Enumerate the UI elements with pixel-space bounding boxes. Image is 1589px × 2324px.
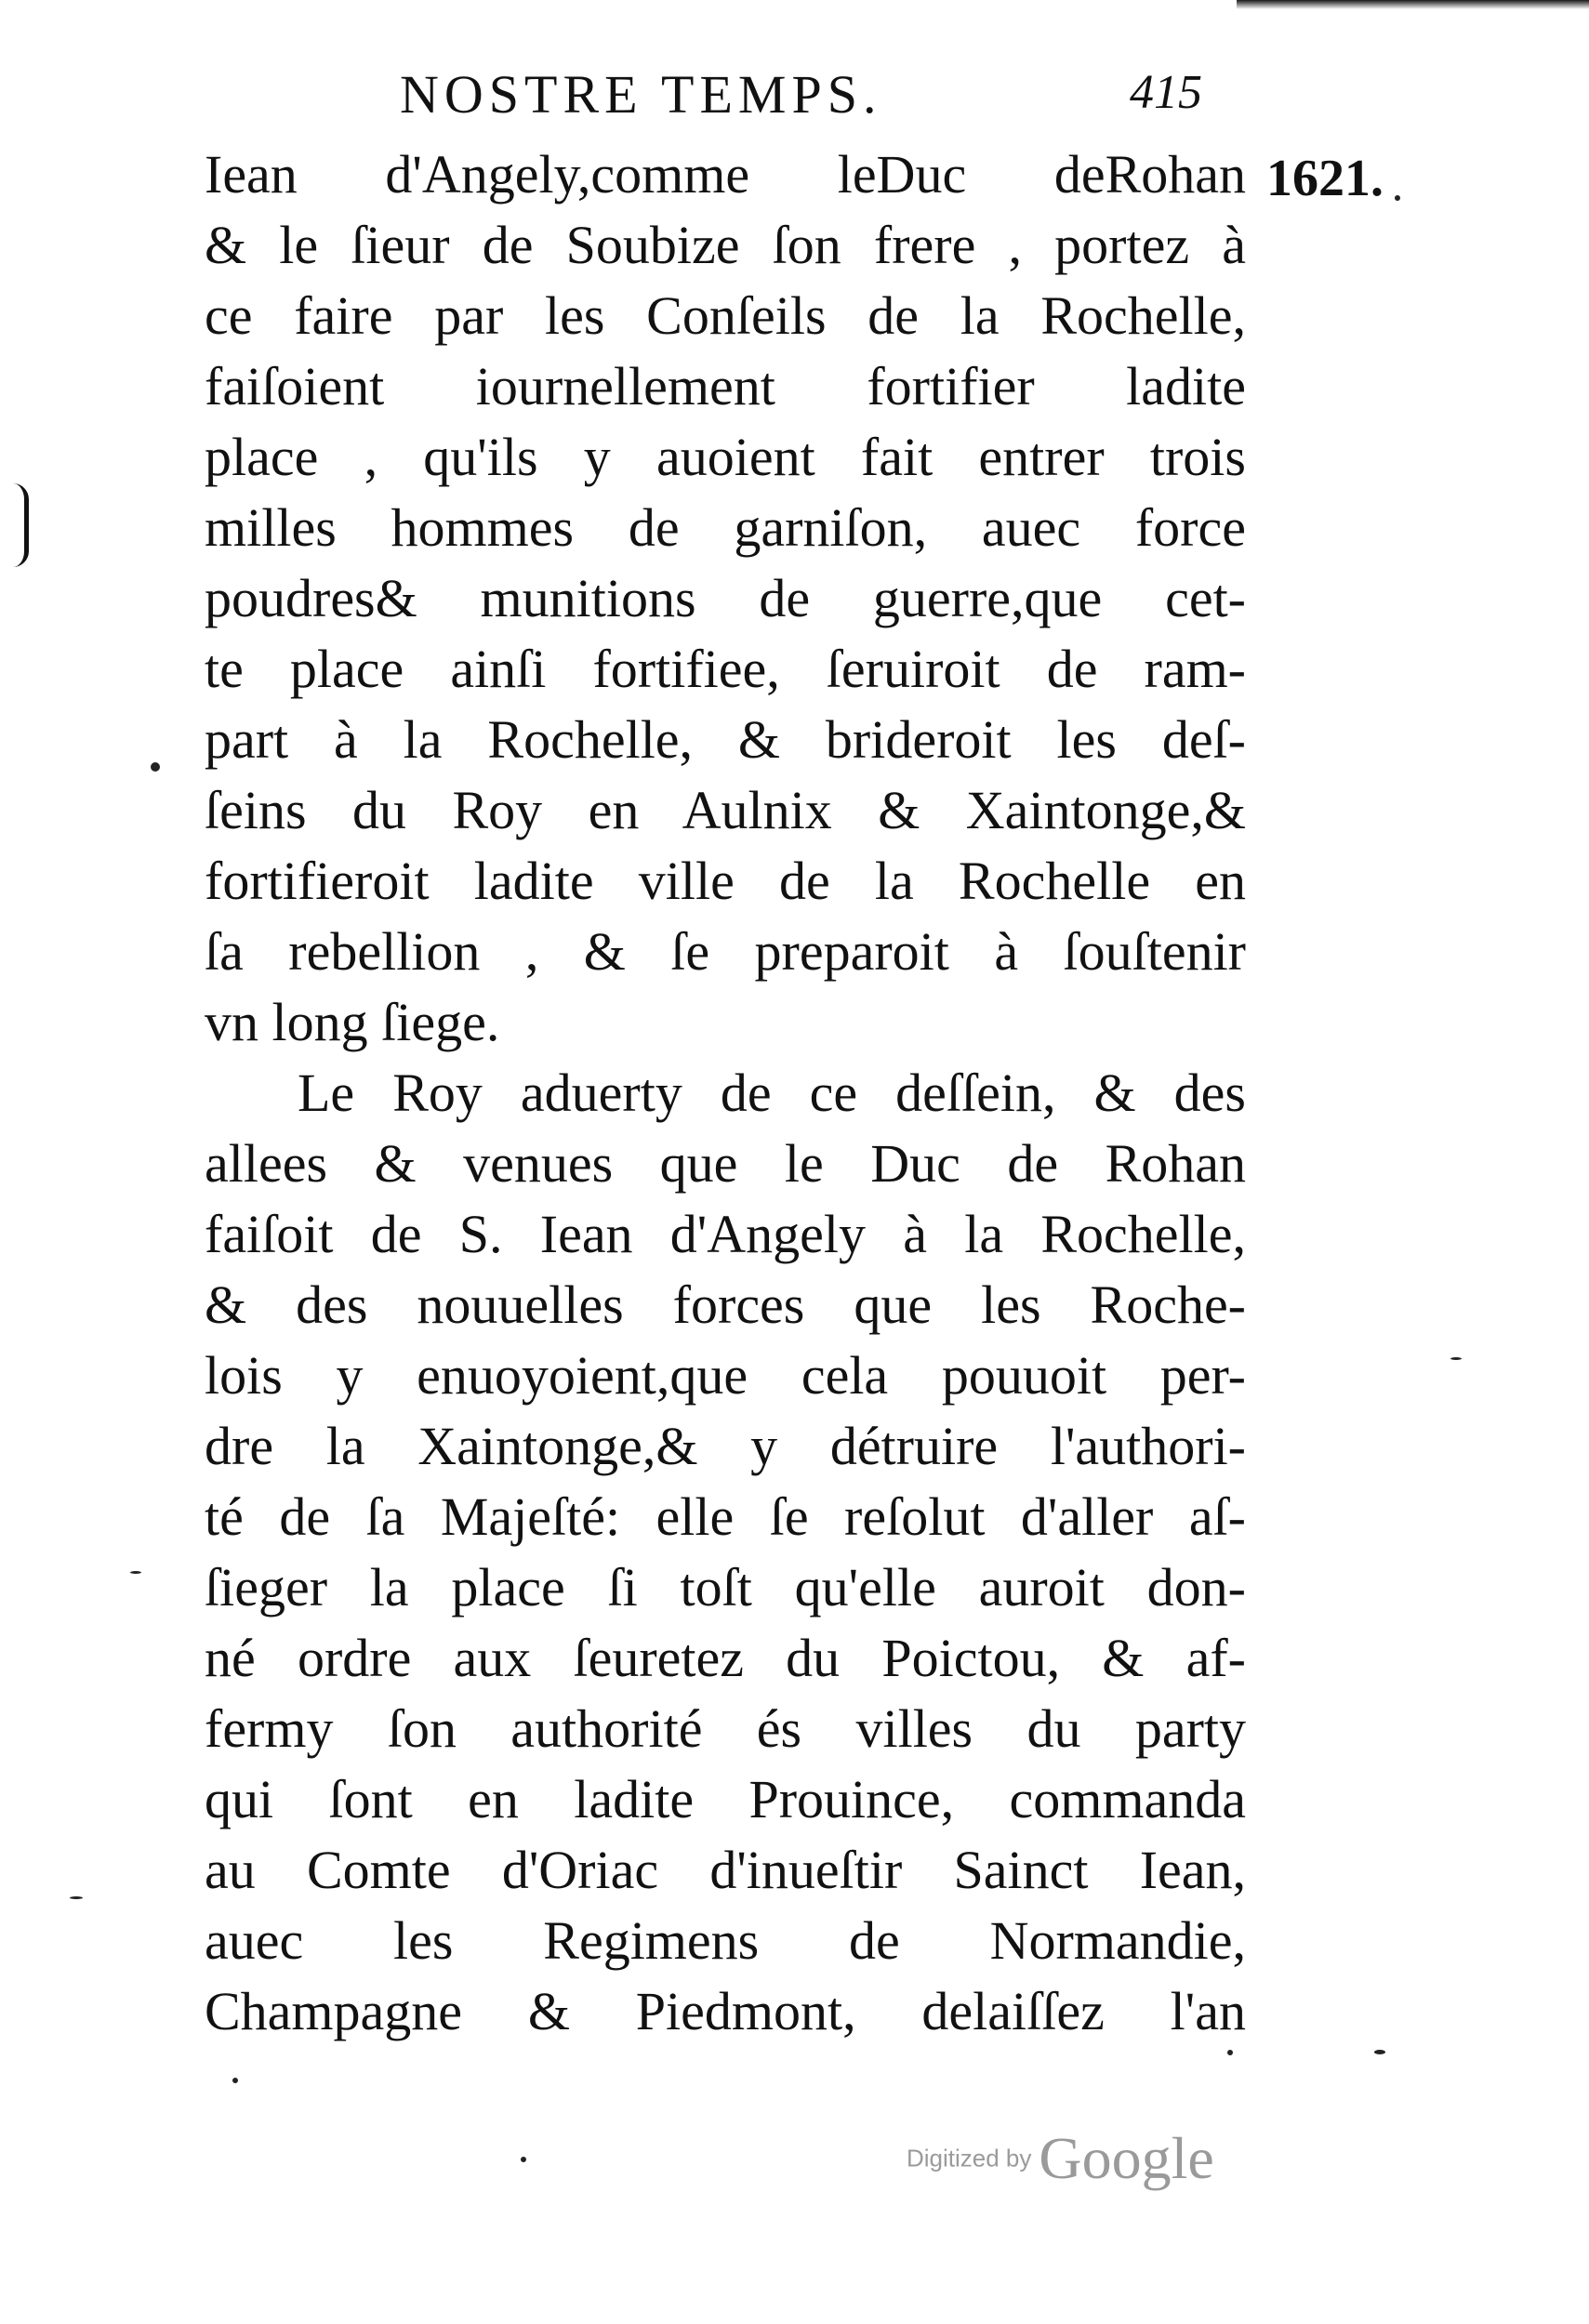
text-line: ſieger la place ſi toſt qu'elle auroit don-	[205, 1557, 1246, 1618]
text-line: qui ſont en ladite Prouince, commanda	[205, 1769, 1246, 1829]
text-line: & des nouuelles forces que les Roche-	[205, 1274, 1246, 1335]
text-line: ſeins du Roy en Aulnix & Xaintonge,&	[205, 780, 1246, 840]
digitized-by-label: Digitized by	[907, 2144, 1032, 2172]
ink-speck	[70, 1896, 83, 1899]
text-line: te place ainſi fortifiee, ſeruiroit de ram-	[205, 639, 1246, 699]
text-line: fortifieroit ladite ville de la Rochelle en	[205, 851, 1246, 911]
text-line: auec les Regimens de Normandie,	[205, 1910, 1246, 1971]
ink-speck	[1374, 2050, 1385, 2054]
ink-speck	[130, 1571, 141, 1574]
text-line: part à la Rochelle, & brideroit les deſ-	[205, 709, 1246, 770]
scan-edge-shadow	[1237, 0, 1589, 9]
ink-speck	[1450, 1357, 1462, 1360]
margin-year-note: 1621.	[1266, 150, 1384, 207]
text-line: Iean d'Angely,comme leDuc deRohan	[205, 144, 1246, 205]
text-line: ce faire par les Conſeils de la Rochelle,	[205, 285, 1246, 346]
text-line: vn long ſiege.	[205, 992, 500, 1052]
ink-speck	[521, 2157, 526, 2162]
text-line: place , qu'ils y auoient fait entrer trois	[205, 427, 1246, 487]
ink-speck	[232, 2078, 238, 2083]
ink-speck	[151, 762, 160, 772]
margin-bracket-mark	[13, 483, 29, 567]
text-line: Champagne & Piedmont, delaiſſez l'an	[205, 1981, 1246, 2041]
text-line: milles hommes de garniſon, auec force	[205, 497, 1246, 558]
running-title: NOSTRE TEMPS.	[400, 64, 882, 125]
text-line-paragraph-start: Le Roy aduerty de ce deſſein, & des	[298, 1063, 1246, 1123]
text-line: au Comte d'Oriac d'inueſtir Sainct Iean,	[205, 1840, 1246, 1900]
text-line: & le ſieur de Soubize ſon frere , portez à	[205, 215, 1246, 275]
body-text	[205, 139, 1246, 2047]
text-line: fermy ſon authorité és villes du party	[205, 1698, 1246, 1759]
text-line: allees & venues que le Duc de Rohan	[205, 1133, 1246, 1194]
text-line: poudres& munitions de guerre,que cet-	[205, 568, 1246, 628]
page-number: 415	[1130, 66, 1202, 119]
text-line: ſa rebellion , & ſe preparoit à ſouſtenir	[205, 921, 1246, 982]
digitized-by-watermark	[907, 2124, 1214, 2193]
text-line: lois y enuoyoient,que cela pouuoit per-	[205, 1345, 1246, 1406]
text-line: faiſoit de S. Iean d'Angely à la Rochelle,	[205, 1204, 1246, 1264]
ink-speck	[1395, 195, 1400, 201]
google-wordmark: Google	[1039, 2125, 1214, 2191]
text-line: né ordre aux ſeuretez du Poictou, & af-	[205, 1628, 1246, 1688]
text-line: dre la Xaintonge,& y détruire l'authori-	[205, 1416, 1246, 1476]
text-line: té de ſa Majeſté: elle ſe reſolut d'aller aſ-	[205, 1486, 1246, 1547]
text-line: faiſoient iournellement fortifier ladite	[205, 356, 1246, 416]
ink-speck	[1227, 2050, 1233, 2055]
